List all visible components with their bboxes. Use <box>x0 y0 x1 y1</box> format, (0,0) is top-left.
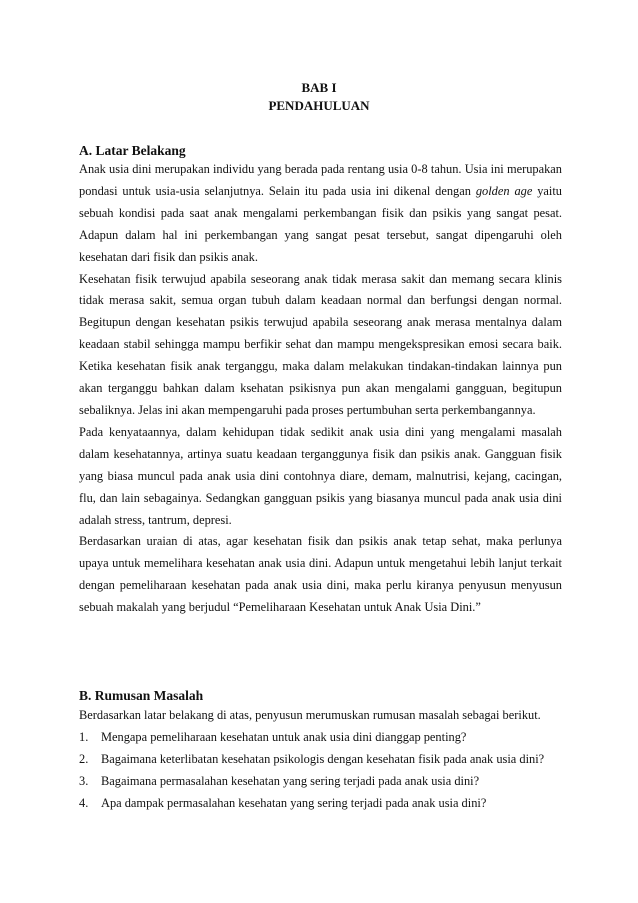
section-b-heading: B. Rumusan Masalah <box>79 688 204 703</box>
paragraph-1-italic-term: golden age <box>475 183 533 198</box>
section-a-heading: A. Latar Belakang <box>79 143 186 158</box>
paragraph-2: Kesehatan fisik terwujud apabila seseorang anak tidak merasa sakit dan memang secara klinis tidak merasa sakit, semua organ tubuh dalam keadaan normal dan berfungsi dengan normal. Begitupun dengan kesehatan psikis terwujud apabila seseorang anak merasa mentalnya dalam keadaan stabil sehingga mampu berfikir sehat dan mampu mengekspresikan emosi secara baik. Ketika kesehatan fisik anak terganggu, maka dalam melakukan tindakan-tindakan lainnya pun akan terganggu bahkan dalam ksehatan psikisnya pun akan mengalami gangguan, begitupun sebaliknya. Jelas ini akan mempengaruhi pada proses pertumbuhan serta perkembangannya. <box>79 271 562 417</box>
list-item <box>79 727 562 749</box>
list-item-text: Mengapa pemeliharaan kesehatan untuk anak usia dini dianggap penting? <box>101 729 467 744</box>
list-item-number: 3. <box>79 773 89 788</box>
section-b-intro: Berdasarkan latar belakang di atas, penyusun merumuskan rumusan masalah sebagai berikut. <box>79 708 541 722</box>
paragraph-4: Berdasarkan uraian di atas, agar kesehatan fisik dan psikis anak tetap sehat, maka perlunya upaya untuk memelihara kesehatan anak usia dini. Adapun untuk mengetahui lebih lanjut terkait dengan pemeliharaan kesehatan pada anak usia dini, maka perlu kiranya penyusun menyusun sebuah makalah yang berjudul “Pemeliharaan Kesehatan untuk Anak Usia Dini.” <box>79 534 562 615</box>
list-item <box>79 793 562 815</box>
section-a-body <box>79 159 562 619</box>
section-b-body <box>79 705 562 815</box>
list-item-text: Apa dampak permasalahan kesehatan yang sering terjadi pada anak usia dini? <box>101 795 487 810</box>
chapter-number: BAB I <box>301 80 337 95</box>
list-item <box>79 771 562 793</box>
problem-list <box>79 727 562 815</box>
paragraph-3: Pada kenyataannya, dalam kehidupan tidak sedikit anak usia dini yang mengalami masalah dalam kesehatannya, artinya suatu keadaan terganggunya fisik dan psikis anak. Gangguan fisik yang biasa muncul pada anak usia dini contohnya diare, demam, malnutrisi, kejang, cacingan, flu, dan lain sebagainya. Sedangkan gangguan psikis yang biasanya muncul pada anak usia dini adalah stress, tantrum, depresi. <box>79 424 562 527</box>
paragraph-1 <box>79 159 562 269</box>
paragraph-1-text-a: Anak usia dini merupakan individu yang berada pada rentang usia 0-8 tahun. Usia ini merupakan pondasi untuk usia-usia selanjutnya. Selain itu pada usia ini dikenal dengan <box>79 162 562 198</box>
list-item-number: 1. <box>79 729 89 744</box>
list-item-text: Bagaimana permasalahan kesehatan yang sering terjadi pada anak usia dini? <box>101 773 480 788</box>
paragraph-1-text-b: yaitu sebuah kondisi pada saat anak mengalami perkembangan fisik dan psikis yang sangat pesat. Adapun dalam hal ini perkembangan yang sangat pesat tersebut, sangat dipengaruhi oleh kesehatan dari fisik dan psikis anak. <box>79 183 562 264</box>
list-item-text: Bagaimana keterlibatan kesehatan psikologis dengan kesehatan fisik pada anak usia dini? <box>101 751 545 766</box>
list-item-number: 2. <box>79 751 89 766</box>
chapter-title: PENDAHULUAN <box>268 98 370 113</box>
list-item-number: 4. <box>79 795 89 810</box>
list-item <box>79 749 562 771</box>
